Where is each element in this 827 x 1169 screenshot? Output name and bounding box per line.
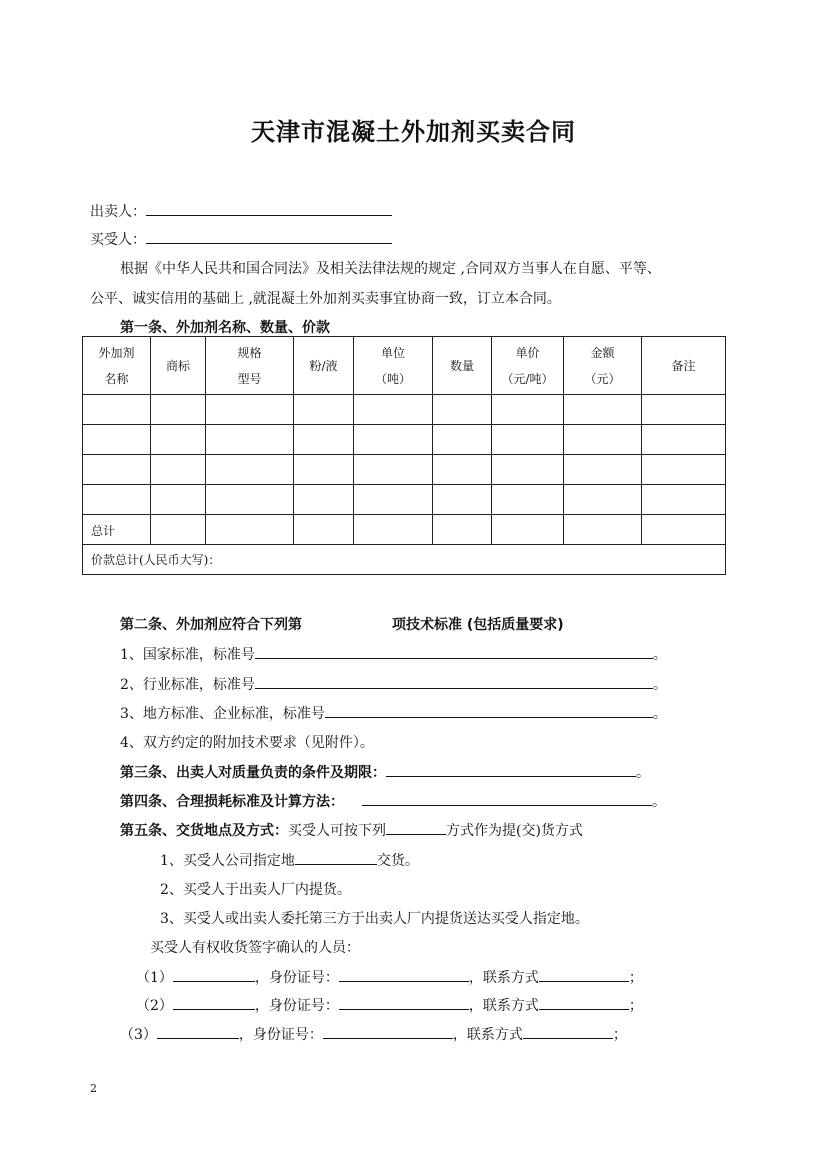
delivery-location-field[interactable]	[295, 850, 377, 865]
receiver-contact-field[interactable]	[523, 1024, 613, 1039]
delivery-option-1: 1、买受人公司指定地 交货。	[160, 850, 419, 870]
intro-line-1: 根据《中华人民共和国合同法》及相关法律法规的规定 ,合同双方当事人在自愿、平等、	[120, 261, 661, 277]
receiver-row: （1） ，身份证号： ，联系方式 ；	[136, 967, 643, 987]
buyer-line	[90, 229, 392, 249]
delivery-option-3: 3、买受人或出卖人委托第三方于出卖人厂内提货送达买受人指定地。	[160, 911, 589, 927]
receivers-label: 买受人有权收货签字确认的人员：	[150, 940, 360, 956]
receiver-id-field[interactable]	[339, 995, 469, 1010]
national-standard-field[interactable]	[255, 644, 653, 659]
intro-line-2: 公平、诚实信用的基础上 ,就混凝土外加剂买卖事宜协商一致，订立本合同。	[90, 291, 561, 307]
header-cell: 备注	[642, 337, 726, 395]
receiver-name-field[interactable]	[173, 995, 255, 1010]
loss-standard-field[interactable]	[362, 791, 652, 806]
receiver-contact-field[interactable]	[539, 967, 629, 982]
seller-line	[90, 201, 392, 221]
standard-local: 3、地方标准、企业标准，标准号 。	[120, 703, 667, 723]
article-4: 第四条、合理损耗标准及计算方法： 。	[120, 791, 666, 811]
items-table	[82, 336, 726, 575]
page-number: 2	[90, 1082, 97, 1095]
standard-additional: 4、双方约定的附加技术要求（见附件）。	[120, 735, 374, 751]
header-cell: 单位 （吨）	[354, 337, 433, 395]
article-5: 第五条、交货地点及方式：买受人可按下列 方式作为提(交)货方式	[120, 820, 583, 840]
buyer-field[interactable]	[146, 229, 392, 244]
price-total-label[interactable]: 价款总计(人民币大写)：	[83, 545, 726, 575]
receiver-contact-field[interactable]	[539, 995, 629, 1010]
table-row	[83, 395, 726, 425]
header-cell: 规格 型号	[206, 337, 294, 395]
article-1-heading: 第一条、外加剂名称、数量、价款	[120, 320, 330, 336]
header-cell: 数量	[433, 337, 492, 395]
table-row	[83, 455, 726, 485]
delivery-method-field[interactable]	[386, 820, 446, 835]
receiver-id-field[interactable]	[323, 1024, 453, 1039]
header-cell: 粉/液	[294, 337, 354, 395]
table-header-row	[83, 337, 726, 395]
article-3: 第三条、出卖人对质量负责的条件及期限： 。	[120, 762, 650, 782]
receiver-row: （3） ，身份证号： ，联系方式 ；	[120, 1024, 627, 1044]
quality-period-field[interactable]	[386, 762, 636, 777]
header-cell: 金额 （元）	[564, 337, 642, 395]
table-row	[83, 425, 726, 455]
header-cell: 单价 （元/吨）	[492, 337, 564, 395]
header-cell: 外加剂 名称	[83, 337, 151, 395]
industry-standard-field[interactable]	[255, 674, 653, 689]
article-2-heading: 第二条、外加剂应符合下列第 项技术标准 (包括质量要求)	[120, 617, 564, 633]
standard-national: 1、国家标准，标准号 。	[120, 644, 667, 664]
receiver-id-field[interactable]	[339, 967, 469, 982]
receiver-name-field[interactable]	[157, 1024, 239, 1039]
receiver-name-field[interactable]	[173, 967, 255, 982]
price-total-row	[83, 545, 726, 575]
header-cell: 商标	[151, 337, 206, 395]
receiver-row: （2） ，身份证号： ，联系方式 ；	[136, 995, 643, 1015]
total-label: 总计	[83, 515, 151, 545]
local-standard-field[interactable]	[325, 703, 653, 718]
table-total-row	[83, 515, 726, 545]
table-row	[83, 485, 726, 515]
page-title: 天津市混凝土外加剂买卖合同	[251, 117, 576, 146]
seller-label: 出卖人：	[90, 204, 146, 220]
buyer-label: 买受人：	[90, 232, 146, 248]
seller-field[interactable]	[146, 201, 392, 216]
delivery-option-2: 2、买受人于出卖人厂内提货。	[160, 882, 351, 898]
standard-industry: 2、行业标准，标准号 。	[120, 674, 667, 694]
